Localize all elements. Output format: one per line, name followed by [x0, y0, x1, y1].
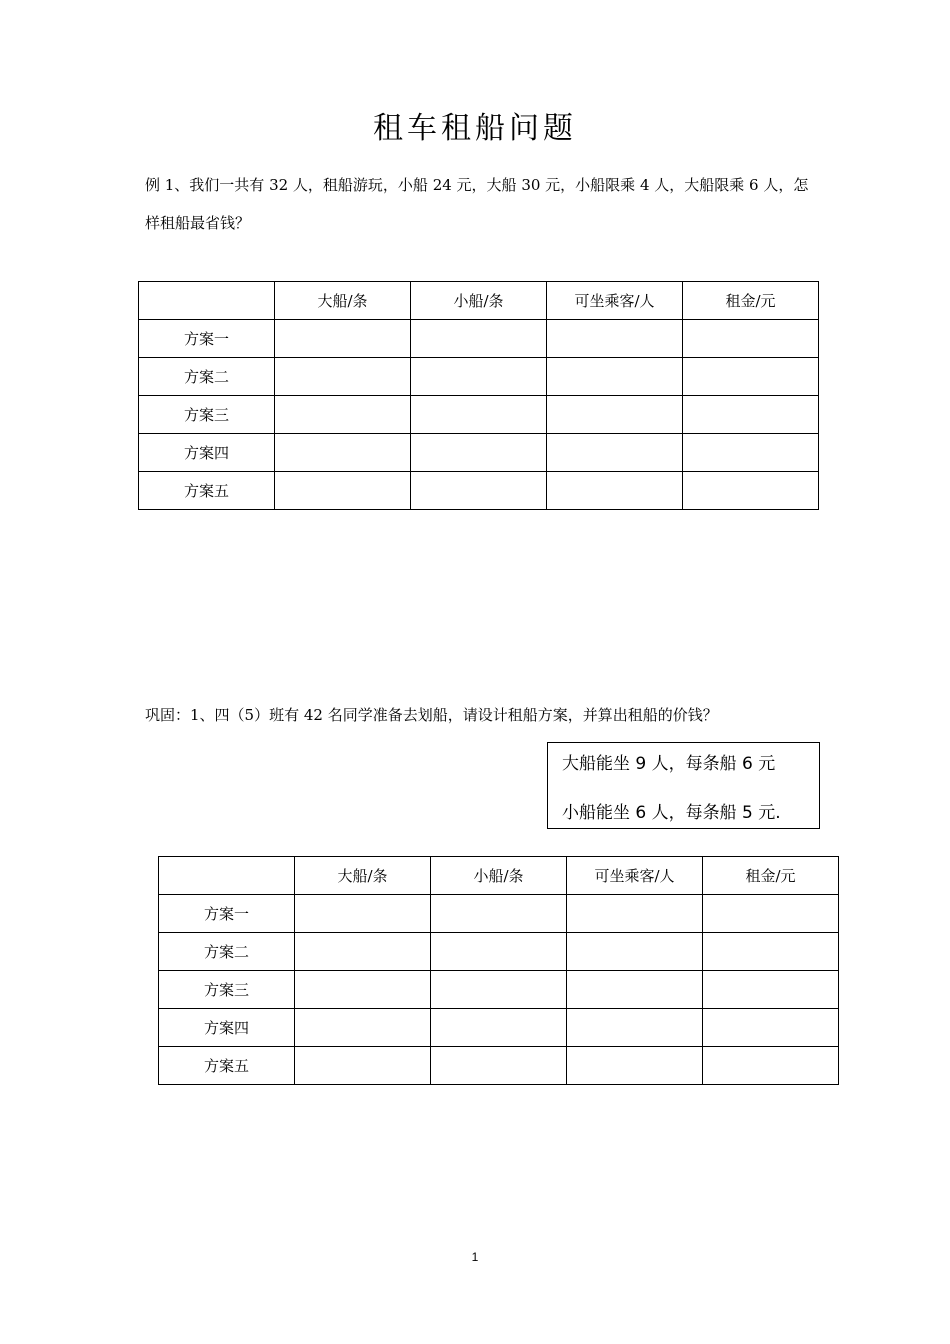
big-boat-info: 大船能坐 9 人，每条船 6 元	[562, 754, 776, 774]
table-row	[159, 971, 839, 1009]
answer-cell[interactable]	[295, 895, 431, 933]
header-cell-big-boat: 大船/条	[295, 857, 431, 895]
header-cell-big-boat: 大船/条	[275, 282, 411, 320]
answer-cell[interactable]	[547, 320, 683, 358]
answer-cell[interactable]	[411, 396, 547, 434]
answer-cell[interactable]	[547, 434, 683, 472]
answer-cell[interactable]	[703, 895, 839, 933]
answer-cell[interactable]	[703, 1009, 839, 1047]
answer-cell[interactable]	[295, 933, 431, 971]
row-label: 方案二	[139, 358, 275, 396]
answer-cell[interactable]	[275, 472, 411, 510]
header-cell-rent: 租金/元	[703, 857, 839, 895]
table-row	[159, 895, 839, 933]
answer-cell[interactable]	[567, 895, 703, 933]
answer-cell[interactable]	[703, 1047, 839, 1085]
row-label: 方案三	[139, 396, 275, 434]
exercise-1-text: 巩固：1、四（5）班有 42 名同学准备去划船，请设计租船方案，并算出租船的价钱？	[145, 706, 718, 724]
table-row	[139, 320, 819, 358]
table-row	[139, 396, 819, 434]
answer-cell[interactable]	[431, 895, 567, 933]
header-cell-passengers: 可坐乘客/人	[547, 282, 683, 320]
header-cell-small-boat: 小船/条	[411, 282, 547, 320]
answer-cell[interactable]	[683, 358, 819, 396]
answer-cell[interactable]	[295, 1009, 431, 1047]
answer-cell[interactable]	[295, 1047, 431, 1085]
answer-cell[interactable]	[567, 1047, 703, 1085]
row-label: 方案一	[159, 895, 295, 933]
table-header-row	[139, 282, 819, 320]
answer-cell[interactable]	[547, 396, 683, 434]
answer-cell[interactable]	[547, 358, 683, 396]
header-cell-passengers: 可坐乘客/人	[567, 857, 703, 895]
answer-cell[interactable]	[683, 320, 819, 358]
answer-cell[interactable]	[683, 396, 819, 434]
boat-info-box	[547, 742, 820, 829]
answer-cell[interactable]	[703, 933, 839, 971]
page-number: 1	[471, 1250, 479, 1264]
table-row	[139, 358, 819, 396]
table-row	[159, 1009, 839, 1047]
answer-cell[interactable]	[567, 971, 703, 1009]
row-label: 方案一	[139, 320, 275, 358]
table-row	[139, 434, 819, 472]
row-label: 方案五	[139, 472, 275, 510]
answer-cell[interactable]	[431, 933, 567, 971]
table-header-row	[159, 857, 839, 895]
row-label: 方案三	[159, 971, 295, 1009]
small-boat-info: 小船能坐 6 人，每条船 5 元.	[562, 803, 781, 823]
answer-cell[interactable]	[567, 933, 703, 971]
answer-cell[interactable]	[275, 434, 411, 472]
page-title: 租车租船问题	[373, 111, 577, 146]
table-row	[159, 933, 839, 971]
answer-cell[interactable]	[431, 971, 567, 1009]
answer-cell[interactable]	[411, 434, 547, 472]
row-label: 方案四	[139, 434, 275, 472]
answer-cell[interactable]	[683, 434, 819, 472]
answer-cell[interactable]	[275, 396, 411, 434]
answer-cell[interactable]	[275, 320, 411, 358]
answer-cell[interactable]	[431, 1047, 567, 1085]
answer-cell[interactable]	[275, 358, 411, 396]
answer-cell[interactable]	[567, 1009, 703, 1047]
answer-cell[interactable]	[411, 358, 547, 396]
row-label: 方案五	[159, 1047, 295, 1085]
answer-cell[interactable]	[683, 472, 819, 510]
example-1-text: 例 1、我们一共有 32 人，租船游玩，小船 24 元，大船 30 元，小船限乘 4 人，大船限乘 6 人，怎样租船最省钱？	[145, 176, 809, 232]
header-cell-corner	[159, 857, 295, 895]
table-row	[139, 472, 819, 510]
example-plan-table	[138, 281, 819, 510]
exercise-plan-table	[158, 856, 839, 1085]
answer-cell[interactable]	[547, 472, 683, 510]
answer-cell[interactable]	[431, 1009, 567, 1047]
header-cell-corner	[139, 282, 275, 320]
header-cell-rent: 租金/元	[683, 282, 819, 320]
answer-cell[interactable]	[703, 971, 839, 1009]
header-cell-small-boat: 小船/条	[431, 857, 567, 895]
row-label: 方案四	[159, 1009, 295, 1047]
answer-cell[interactable]	[295, 971, 431, 1009]
table-row	[159, 1047, 839, 1085]
answer-cell[interactable]	[411, 472, 547, 510]
answer-cell[interactable]	[411, 320, 547, 358]
row-label: 方案二	[159, 933, 295, 971]
